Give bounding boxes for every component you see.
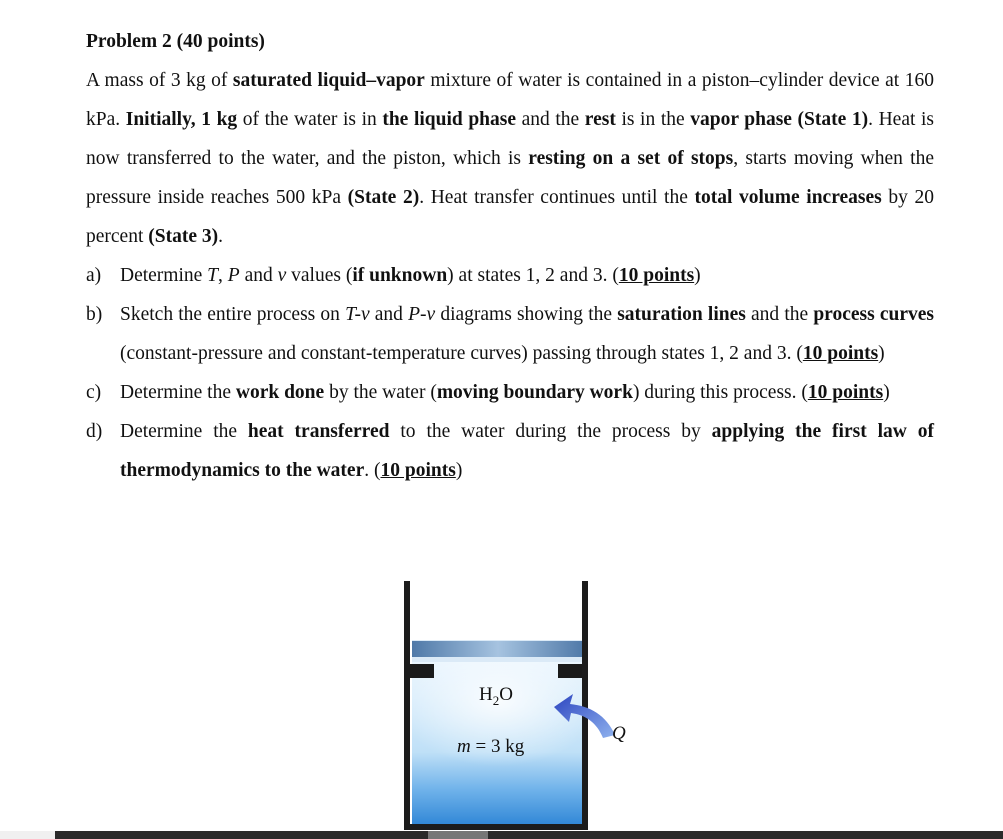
text-segment: T — [207, 265, 219, 286]
text-segment: ) — [694, 265, 701, 286]
text-segment: (State 3) — [148, 226, 219, 247]
text-segment: of the water is in — [237, 109, 383, 130]
text-segment: Determine the — [120, 382, 236, 403]
text-segment: to the water during the process by — [389, 421, 712, 442]
text-segment: 10 points — [807, 382, 884, 403]
piston-cylinder-figure — [370, 578, 660, 830]
heat-label: Q — [612, 723, 626, 744]
text-segment: rest — [584, 109, 616, 130]
text-segment: and the — [745, 304, 814, 325]
text-segment: 10 points — [380, 460, 456, 481]
text-segment: , starts moving when the pressure inside reaches 500 kPa — [86, 148, 934, 208]
text-segment: and — [369, 304, 409, 325]
text-segment: T-v — [345, 304, 370, 325]
text-segment: A mass of 3 kg of — [86, 70, 233, 91]
text-segment: . Heat is now transferred to the water, and the piston, which is — [86, 109, 935, 169]
problem-part — [86, 373, 934, 412]
scrollbar-thumb[interactable] — [428, 831, 488, 839]
left-stop — [410, 664, 434, 678]
text-segment: 10 points — [618, 265, 695, 286]
text-segment: work done — [235, 382, 325, 403]
text-segment: by the water ( — [324, 382, 437, 403]
problem-part — [86, 412, 934, 490]
text-segment: total volume increases — [694, 187, 882, 208]
text-segment: Sketch the entire process on — [120, 304, 346, 325]
text-segment: , — [218, 265, 228, 286]
problem-part — [86, 256, 934, 295]
text-segment: is in the — [615, 109, 691, 130]
text-segment: (constant-pressure and constant-temperature curves) passing through states 1, 2 and 3. ( — [120, 343, 803, 364]
text-segment: resting on a set of stops — [528, 148, 734, 169]
text-segment: diagrams showing the — [435, 304, 618, 325]
text-segment: P-v — [408, 304, 436, 325]
text-segment: ) — [878, 343, 885, 364]
problem-statement — [86, 61, 934, 256]
piston — [412, 641, 584, 657]
text-segment: applying the first law of thermodynamics to the water — [120, 421, 934, 481]
text-segment: . ( — [364, 460, 381, 481]
text-segment: heat transferred — [247, 421, 390, 442]
text-segment: ) during this process. ( — [632, 382, 808, 403]
text-segment: 10 points — [802, 343, 879, 364]
text-segment: if unknown — [352, 265, 448, 286]
text-segment: Determine — [120, 265, 208, 286]
problem-title: Problem 2 (40 points) — [86, 31, 265, 52]
right-stop — [558, 664, 582, 678]
part-label: b) — [86, 304, 103, 325]
text-segment: values ( — [286, 265, 353, 286]
text-segment: the liquid phase — [382, 109, 517, 130]
text-segment: vapor phase (State 1) — [690, 109, 869, 130]
problem-document — [86, 22, 934, 490]
horizontal-scrollbar[interactable] — [0, 831, 1003, 839]
part-label: d) — [86, 421, 103, 442]
part-label: c) — [86, 382, 102, 403]
mass-label: m = 3 kg — [457, 736, 525, 757]
text-segment: v — [277, 265, 287, 286]
problem-parts-list — [86, 256, 934, 490]
text-segment: (State 2) — [347, 187, 420, 208]
substance-label: $H_2O$ — [479, 684, 513, 708]
text-segment: saturation lines — [617, 304, 746, 325]
text-segment: process curves — [813, 304, 935, 325]
text-segment: and the — [516, 109, 585, 130]
text-segment: Initially, 1 kg — [125, 109, 238, 130]
text-segment: mixture of water is contained in a piston–cylinder device at 160 kPa. — [86, 70, 934, 130]
text-segment: saturated liquid–vapor — [232, 70, 425, 91]
text-segment: . — [218, 226, 223, 247]
part-label: a) — [86, 265, 102, 286]
text-segment: . Heat transfer continues until the — [419, 187, 695, 208]
problem-part — [86, 295, 934, 373]
text-segment: moving boundary work — [436, 382, 633, 403]
text-segment: Determine the — [120, 421, 248, 442]
text-segment: ) at states 1, 2 and 3. ( — [447, 265, 619, 286]
text-segment: ) — [883, 382, 890, 403]
text-segment: by 20 percent — [86, 187, 934, 247]
scrollbar-left-cap — [0, 831, 55, 839]
text-segment: ) — [455, 460, 463, 481]
text-segment: P — [227, 265, 240, 286]
text-segment: and — [239, 265, 278, 286]
